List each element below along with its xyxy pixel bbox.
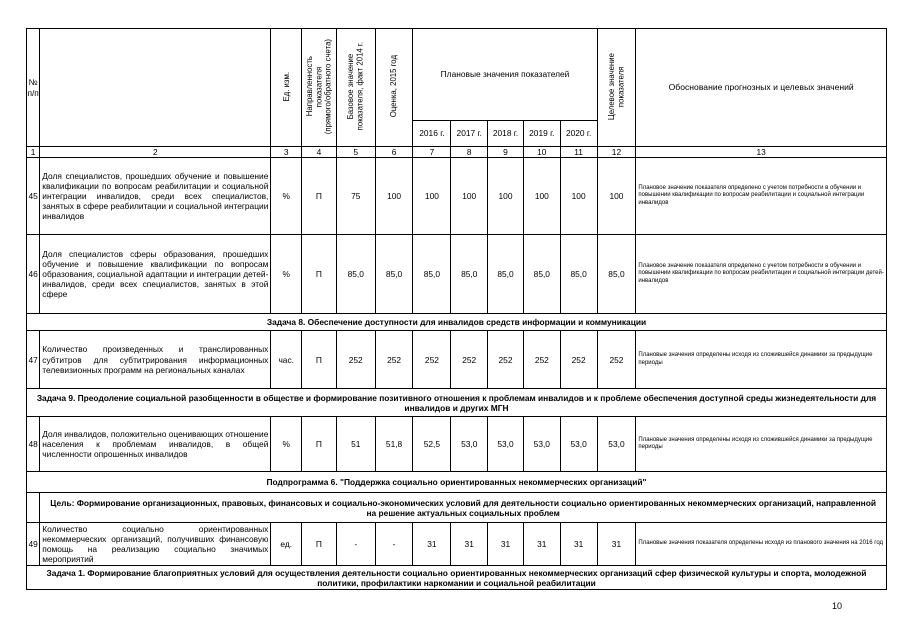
- basis-cell: Плановые значения определены исходя из сложившейся динамики за предыдущие периоды: [636, 331, 887, 389]
- value-2016: 31: [413, 523, 451, 566]
- value-2020: 252: [560, 331, 597, 389]
- value-2018: 252: [488, 331, 524, 389]
- col-number: 12: [597, 147, 636, 158]
- value-2017: 53,0: [451, 417, 488, 472]
- page-number: 10: [832, 601, 843, 611]
- col-number: 11: [560, 147, 597, 158]
- indicator-name: Доля специалистов, прошедших обучение и повышение квалификации по вопросам реабилитации и социальной интеграции инвалидов, среди всех специалистов, занятых в сфере реабилитации и социальной интеграции инвалидов: [40, 158, 271, 235]
- basis-cell: Плановые значения определены исходя из сложившейся динамики за предыдущие периоды: [636, 417, 887, 472]
- task-row: [27, 314, 887, 331]
- value-2017: 31: [451, 523, 488, 566]
- basis-cell: Плановые значения показателя определены исходя из планового значения на 2016 год: [636, 523, 887, 566]
- header-target: Целевое значение показателя: [597, 29, 636, 147]
- direction-cell: П: [302, 158, 337, 235]
- unit-cell: %: [271, 235, 302, 314]
- value-2017: 85,0: [451, 235, 488, 314]
- value-2020: 53,0: [560, 417, 597, 472]
- unit-cell: %: [271, 417, 302, 472]
- indicator-name: Количество произведенных и транслированных субтитров для субтитрирования информационных телевизионных программ на региональных каналах: [40, 331, 271, 389]
- value-2018: 85,0: [488, 235, 524, 314]
- target-cell: 31: [597, 523, 636, 566]
- direction-cell: П: [302, 523, 337, 566]
- header-base: Базовое значение показателя, факт 2014 г.: [336, 29, 375, 147]
- col-number: 8: [451, 147, 488, 158]
- value-2019: 100: [523, 158, 560, 235]
- estimate-cell: 252: [375, 331, 413, 389]
- table-row: [27, 331, 887, 389]
- target-cell: 100: [597, 158, 636, 235]
- value-2016: 100: [413, 158, 451, 235]
- base-cell: 252: [336, 331, 375, 389]
- unit-cell: %: [271, 158, 302, 235]
- indicators-table: [26, 28, 887, 590]
- value-2017: 252: [451, 331, 488, 389]
- estimate-cell: 100: [375, 158, 413, 235]
- value-2020: 31: [560, 523, 597, 566]
- estimate-cell: -: [375, 523, 413, 566]
- estimate-cell: 85,0: [375, 235, 413, 314]
- direction-cell: П: [302, 235, 337, 314]
- subprogram-row: [27, 472, 887, 493]
- value-2020: 85,0: [560, 235, 597, 314]
- col-number: 10: [523, 147, 560, 158]
- direction-cell: П: [302, 417, 337, 472]
- task-row: [27, 389, 887, 417]
- value-2016: 85,0: [413, 235, 451, 314]
- column-numbers-row: [27, 147, 887, 158]
- table-row: [27, 523, 887, 566]
- value-2019: 252: [523, 331, 560, 389]
- goal-row: [27, 493, 887, 523]
- basis-cell: Плановое значение показателя определено с учетом потребности в обучении и повышении квалификации по вопросам реабилитации и социальной интеграции инвалидов: [636, 158, 887, 235]
- row-number: 46: [27, 235, 40, 314]
- subprogram-6-heading: Подпрограмма 6. "Поддержка социально ориентированных некоммерческих организаций": [27, 472, 887, 493]
- base-cell: -: [336, 523, 375, 566]
- row-number: 47: [27, 331, 40, 389]
- col-number: 4: [302, 147, 337, 158]
- header-year-2019: 2019 г.: [523, 121, 560, 147]
- header-basis: Обоснование прогнозных и целевых значений: [636, 29, 887, 147]
- target-cell: 252: [597, 331, 636, 389]
- row-number: 48: [27, 417, 40, 472]
- estimate-cell: 51,8: [375, 417, 413, 472]
- basis-cell: Плановое значение показателя определено с учетом потребности в обучении и повышении квалификации по вопросам реабилитации и социальной интеграции детей-инвалидов: [636, 235, 887, 314]
- header-plan: Плановые значения показателей: [413, 29, 597, 121]
- value-2018: 100: [488, 158, 524, 235]
- task-row: [27, 566, 887, 590]
- col-number: 5: [336, 147, 375, 158]
- value-2018: 31: [488, 523, 524, 566]
- base-cell: 51: [336, 417, 375, 472]
- target-cell: 85,0: [597, 235, 636, 314]
- task-8-heading: Задача 8. Обеспечение доступности для инвалидов средств информации и коммуникации: [27, 314, 887, 331]
- indicator-name: Доля инвалидов, положительно оценивающих отношение населения к проблемам инвалидов, в общей численности опрошенных инвалидов: [40, 417, 271, 472]
- header-direction: Направленность показателя (прямого/обратного счета): [302, 29, 337, 147]
- table-row: [27, 417, 887, 472]
- table-row: [27, 235, 887, 314]
- col-number: 1: [27, 147, 40, 158]
- indicator-name: Количество социально ориентированных некоммерческих организаций, получивших финансовую помощь на реализацию социально значимых мероприятий: [40, 523, 271, 566]
- goal-heading: Цель: Формирование организационных, правовых, финансовых и социально-экономических условий для деятельности социально ориентированных некоммерческих организаций, направленной на решение актуальных социальных проблем: [40, 493, 887, 523]
- value-2019: 31: [523, 523, 560, 566]
- value-2020: 100: [560, 158, 597, 235]
- indicator-name: Доля специалистов сферы образования, прошедших обучение и повышение квалификации по вопросам образования, социальной адаптации и интеграции детей-инвалидов, среди всех специалистов, занятых в этой сфере: [40, 235, 271, 314]
- base-cell: 75: [336, 158, 375, 235]
- col-number: 6: [375, 147, 413, 158]
- header-num: № п/п: [27, 29, 40, 147]
- col-number: 7: [413, 147, 451, 158]
- base-cell: 85,0: [336, 235, 375, 314]
- target-cell: 53,0: [597, 417, 636, 472]
- col-number: 13: [636, 147, 887, 158]
- value-2016: 252: [413, 331, 451, 389]
- value-2019: 53,0: [523, 417, 560, 472]
- table-row: [27, 158, 887, 235]
- value-2018: 53,0: [488, 417, 524, 472]
- col-number: 2: [40, 147, 271, 158]
- header-year-2018: 2018 г.: [488, 121, 524, 147]
- header-estimate: Оценка, 2015 год: [375, 29, 413, 147]
- row-number: 45: [27, 158, 40, 235]
- task-1-heading: Задача 1. Формирование благоприятных условий для осуществления деятельности социально ориентированных некоммерческих организаций сфер физической культуры и спорта, молодежной политики, профилактики наркомании и социальной реабилитации: [27, 566, 887, 590]
- value-2017: 100: [451, 158, 488, 235]
- direction-cell: П: [302, 331, 337, 389]
- header-year-2016: 2016 г.: [413, 121, 451, 147]
- header-unit: Ед. изм.: [271, 29, 302, 147]
- unit-cell: ед.: [271, 523, 302, 566]
- unit-cell: час.: [271, 331, 302, 389]
- value-2016: 52,5: [413, 417, 451, 472]
- header-year-2020: 2020 г.: [560, 121, 597, 147]
- value-2019: 85,0: [523, 235, 560, 314]
- header-year-2017: 2017 г.: [451, 121, 488, 147]
- col-number: 3: [271, 147, 302, 158]
- header-name: [40, 29, 271, 147]
- task-9-heading: Задача 9. Преодоление социальной разобщенности в обществе и формирование позитивного отношения к проблемам инвалидов и к проблеме обеспечения доступной среды жизнедеятельности для инвалидов и других МГН: [27, 389, 887, 417]
- header-row-1: [27, 29, 887, 121]
- row-number: 49: [27, 523, 40, 566]
- col-number: 9: [488, 147, 524, 158]
